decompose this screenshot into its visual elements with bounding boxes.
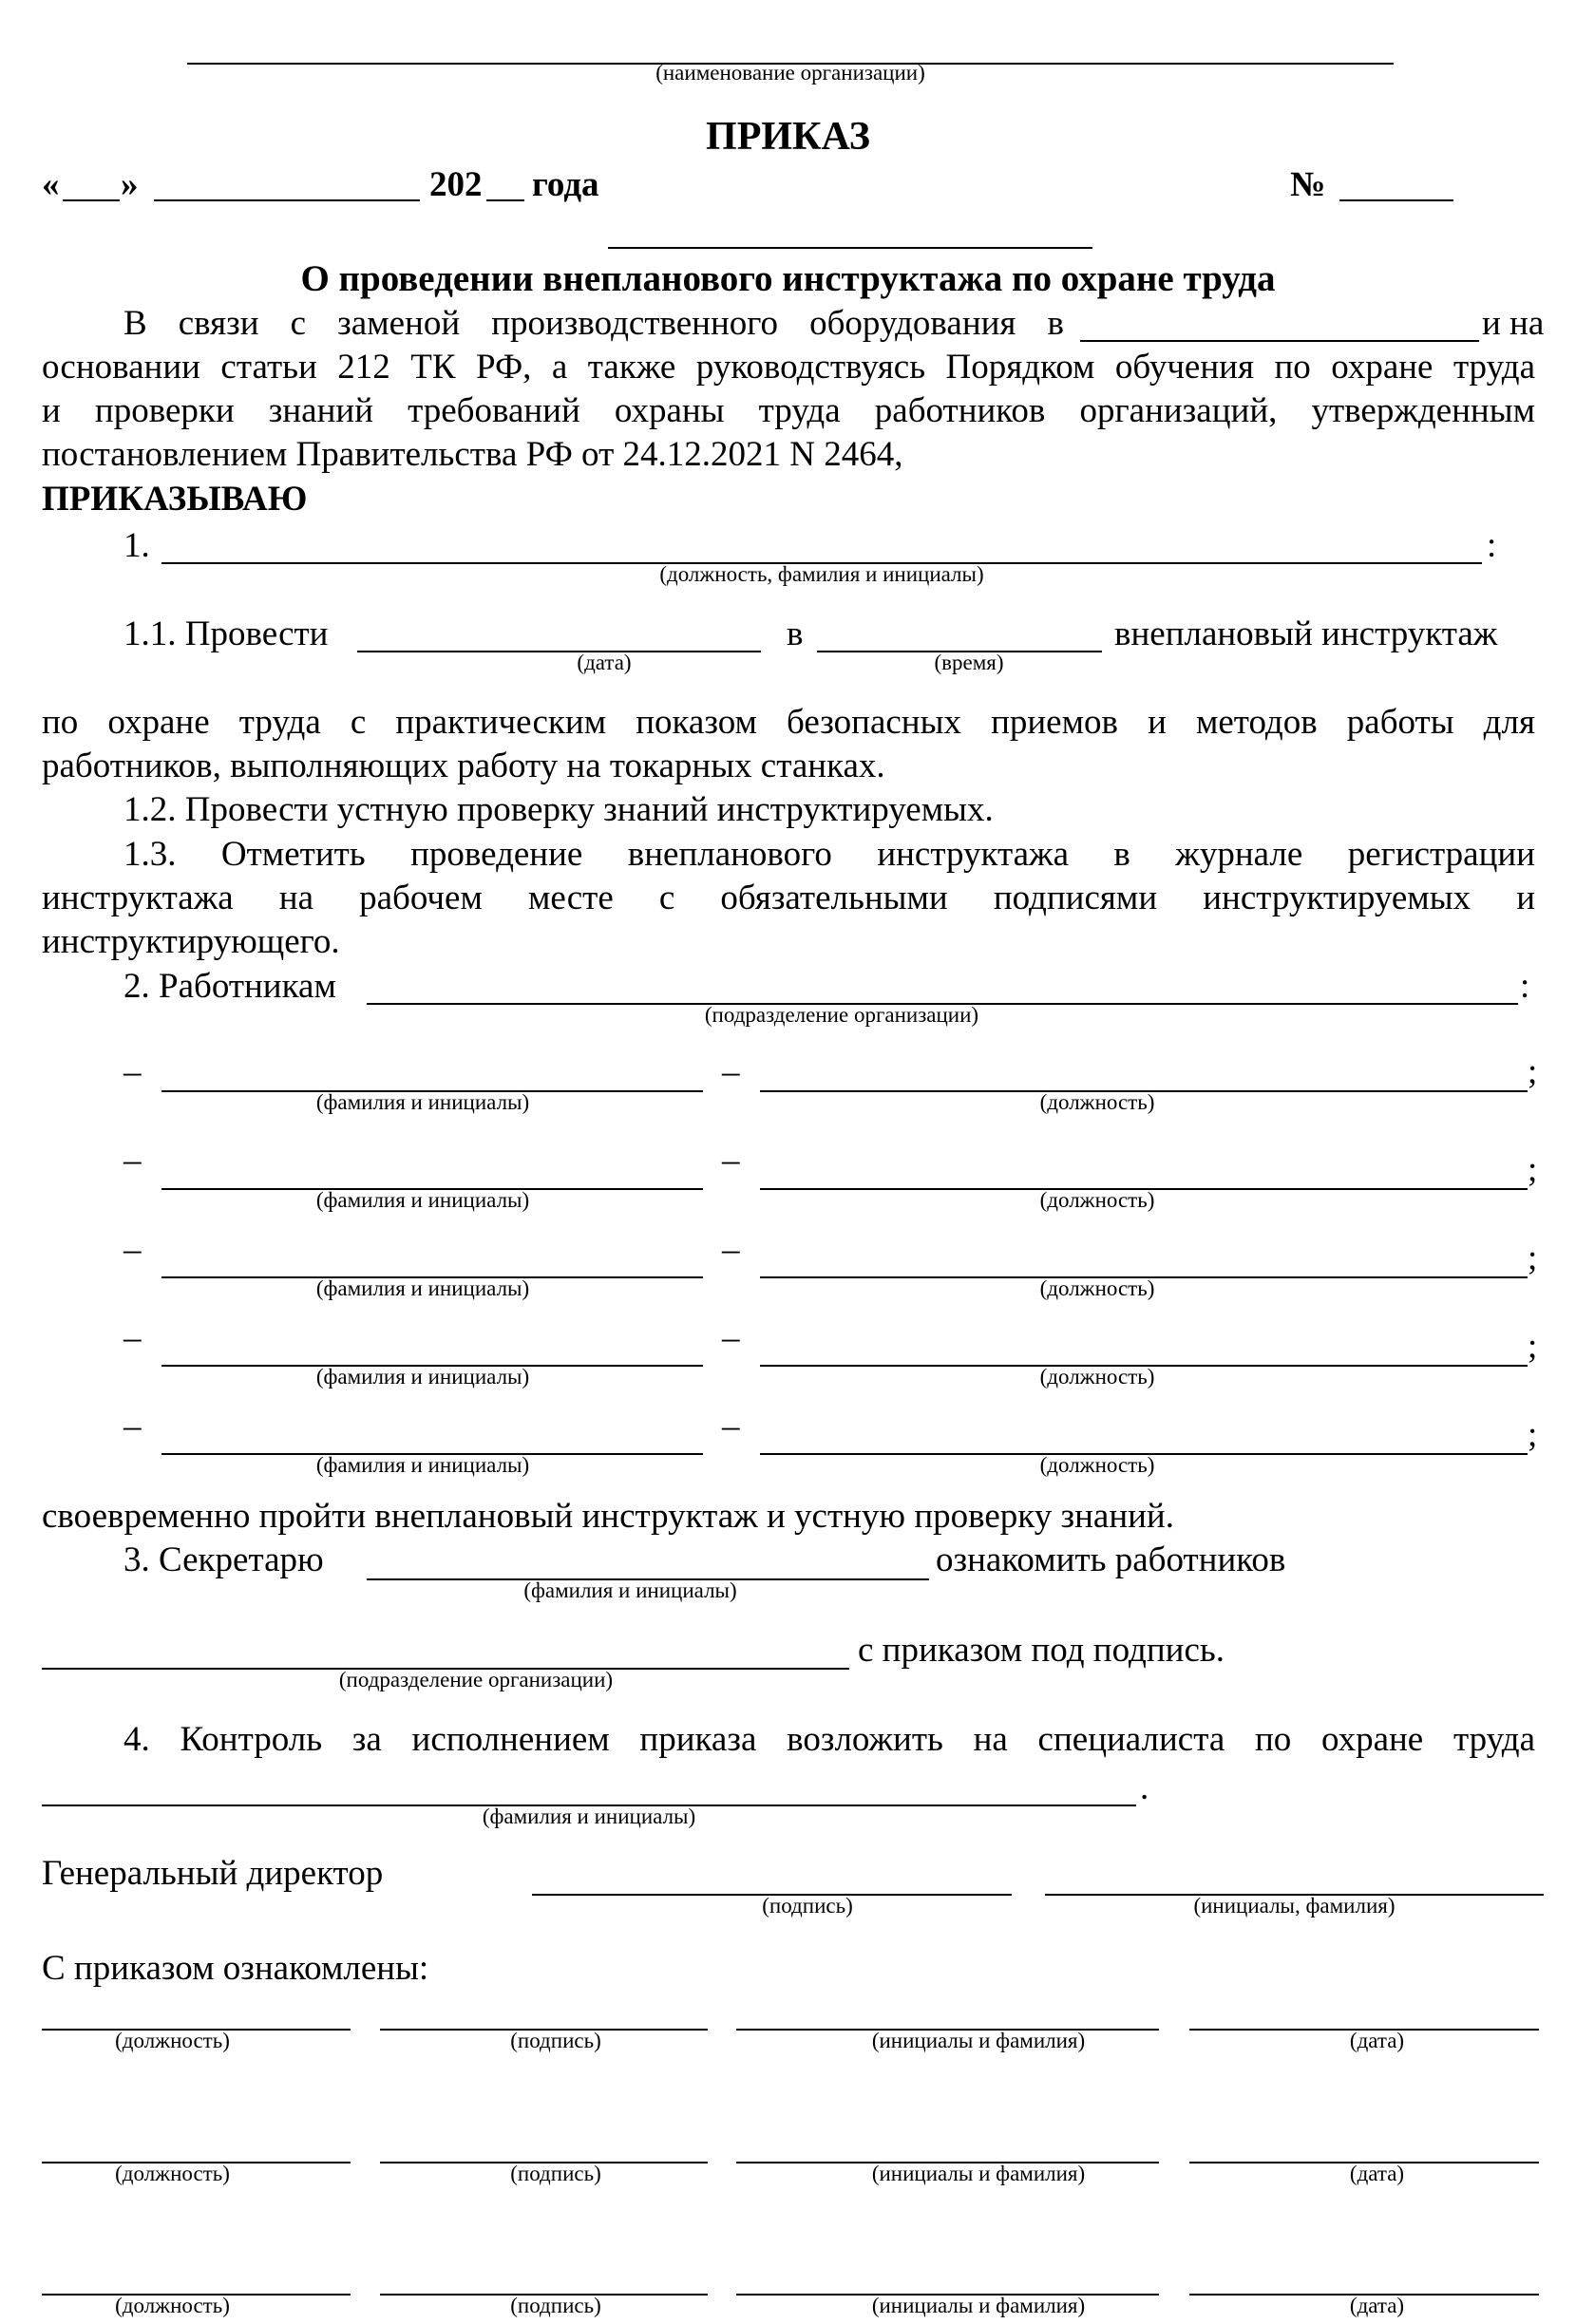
item2-department-caption: (подразделение организации): [704, 1003, 979, 1027]
employee-name-caption: (фамилия и инициалы): [315, 1090, 530, 1114]
item4-period: .: [1140, 1768, 1149, 1807]
employee-name-caption: (фамилия и инициалы): [315, 1188, 530, 1212]
item3-end: ознакомить работников: [936, 1540, 1286, 1579]
preamble-line4: постановлением Правительства РФ от 24.12.2021 N 2464,: [42, 435, 903, 474]
item1-caption: (должность, фамилия и инициалы): [659, 562, 984, 586]
employee-position-caption: (должность): [1039, 1276, 1155, 1300]
acquaint-title: С приказом ознакомлены:: [42, 1949, 429, 1988]
item3-department-caption: (подразделение организации): [338, 1668, 614, 1691]
order-subject: О проведении внепланового инструктажа по охране труда: [300, 258, 1276, 299]
safety-specialist-caption: (фамилия и инициалы): [482, 1804, 696, 1828]
employee-name-caption: (фамилия и инициалы): [315, 1453, 530, 1477]
employee-position-caption: (должность): [1039, 1365, 1155, 1389]
employee-dash: –: [722, 1407, 740, 1445]
employee-semicolon: ;: [1528, 1415, 1538, 1454]
item3-start: 3. Секретарю: [123, 1540, 324, 1579]
date-close-quote: »: [121, 165, 139, 204]
employee-dash: –: [123, 1318, 142, 1357]
equipment-location-blank[interactable]: [1080, 340, 1479, 342]
item1-1-end: внеплановый инструктаж: [1114, 614, 1498, 653]
employee-dash: –: [123, 1141, 142, 1180]
preamble-line2: основании статьи 212 ТК РФ, а также руководствуясь Порядком обучения по охране труда: [42, 348, 1535, 387]
item1-colon: :: [1487, 526, 1497, 565]
employee-semicolon: ;: [1528, 1052, 1538, 1091]
item3-line2-end: с приказом под подпись.: [858, 1631, 1225, 1670]
item4-line1: 4. Контроль за исполнением приказа возложить на специалиста по охране труда: [123, 1720, 1535, 1759]
employee-dash: –: [722, 1318, 740, 1357]
employee-name-caption: (фамилия и инициалы): [315, 1276, 530, 1300]
item2-start: 2. Работникам: [123, 967, 336, 1006]
briefing-date-caption: (дата): [577, 651, 632, 674]
organization-name-caption: (наименование организации): [655, 61, 925, 85]
director-name-caption: (инициалы, фамилия): [1193, 1894, 1396, 1918]
date-year-prefix: 202: [429, 165, 483, 204]
employee-position-caption: (должность): [1039, 1453, 1155, 1477]
acquaint-signature-caption: (подпись): [510, 2294, 601, 2317]
acquaint-position-caption: (должность): [115, 2029, 230, 2052]
employee-dash: –: [123, 1052, 142, 1091]
date-month-blank[interactable]: [154, 199, 420, 201]
date-open-quote: «: [42, 165, 60, 204]
secretary-name-caption: (фамилия и инициалы): [523, 1578, 737, 1602]
order-number-blank[interactable]: [1339, 199, 1453, 201]
item1-3-line1: 1.3. Отметить проведение внепланового инструктажа в журнале регистрации: [123, 835, 1535, 874]
number-sign: №: [1290, 165, 1326, 204]
preamble-line3: и проверки знаний требований охраны труда работников организаций, утвержденным: [42, 391, 1535, 430]
employee-name-caption: (фамилия и инициалы): [315, 1365, 530, 1389]
acquaint-name-caption: (инициалы и фамилия): [871, 2294, 1086, 2317]
employee-dash: –: [123, 1407, 142, 1445]
employee-semicolon: ;: [1528, 1238, 1538, 1277]
item1-1-start: 1.1. Провести: [123, 614, 329, 653]
document-title: ПРИКАЗ: [706, 115, 870, 159]
acquaint-signature-caption: (подпись): [510, 2162, 601, 2185]
date-year-suffix: года: [532, 165, 599, 204]
acquaint-position-caption: (должность): [115, 2294, 230, 2317]
item1-3-line2: инструктажа на рабочем месте с обязательными подписями инструктируемых и: [42, 879, 1535, 917]
acquaint-position-caption: (должность): [115, 2162, 230, 2185]
date-year-blank[interactable]: [486, 199, 524, 201]
employee-dash: –: [123, 1230, 142, 1269]
item2-closing: своевременно пройти внеплановый инструктаж и устную проверку знаний.: [42, 1497, 1174, 1536]
item1-1-cont1: по охране труда с практическим показом безопасных приемов и методов работы для: [42, 703, 1535, 742]
item1-1-cont2: работников, выполняющих работу на токарных станках.: [42, 746, 885, 785]
employee-semicolon: ;: [1528, 1327, 1538, 1366]
director-label: Генеральный директор: [42, 1854, 384, 1893]
acquaint-name-caption: (инициалы и фамилия): [871, 2162, 1086, 2185]
item1-number: 1.: [123, 526, 150, 565]
preamble-line1-start: В связи с заменой производственного оборудования в: [123, 304, 1064, 343]
acquaint-date-caption: (дата): [1349, 2029, 1405, 2052]
acquaint-name-caption: (инициалы и фамилия): [871, 2029, 1086, 2052]
date-day-blank[interactable]: [63, 199, 120, 201]
employee-dash: –: [722, 1230, 740, 1269]
employee-position-caption: (должность): [1039, 1090, 1155, 1114]
item1-3-line3: инструктирующего.: [42, 922, 340, 961]
employee-position-caption: (должность): [1039, 1188, 1155, 1212]
acquaint-date-caption: (дата): [1349, 2294, 1405, 2317]
acquaint-date-caption: (дата): [1349, 2162, 1405, 2185]
employee-semicolon: ;: [1528, 1150, 1538, 1189]
acquaint-signature-caption: (подпись): [510, 2029, 601, 2052]
item1-2: 1.2. Провести устную проверку знаний инструктируемых.: [123, 790, 994, 829]
briefing-time-caption: (время): [934, 651, 1004, 674]
employee-dash: –: [722, 1141, 740, 1180]
order-word: ПРИКАЗЫВАЮ: [42, 480, 308, 519]
separator-line: [608, 247, 1092, 249]
preamble-line1-end: и на: [1482, 304, 1545, 343]
director-signature-caption: (подпись): [762, 1894, 853, 1918]
item2-colon: :: [1520, 967, 1530, 1006]
employee-dash: –: [722, 1052, 740, 1091]
item1-1-in: в: [787, 614, 804, 653]
